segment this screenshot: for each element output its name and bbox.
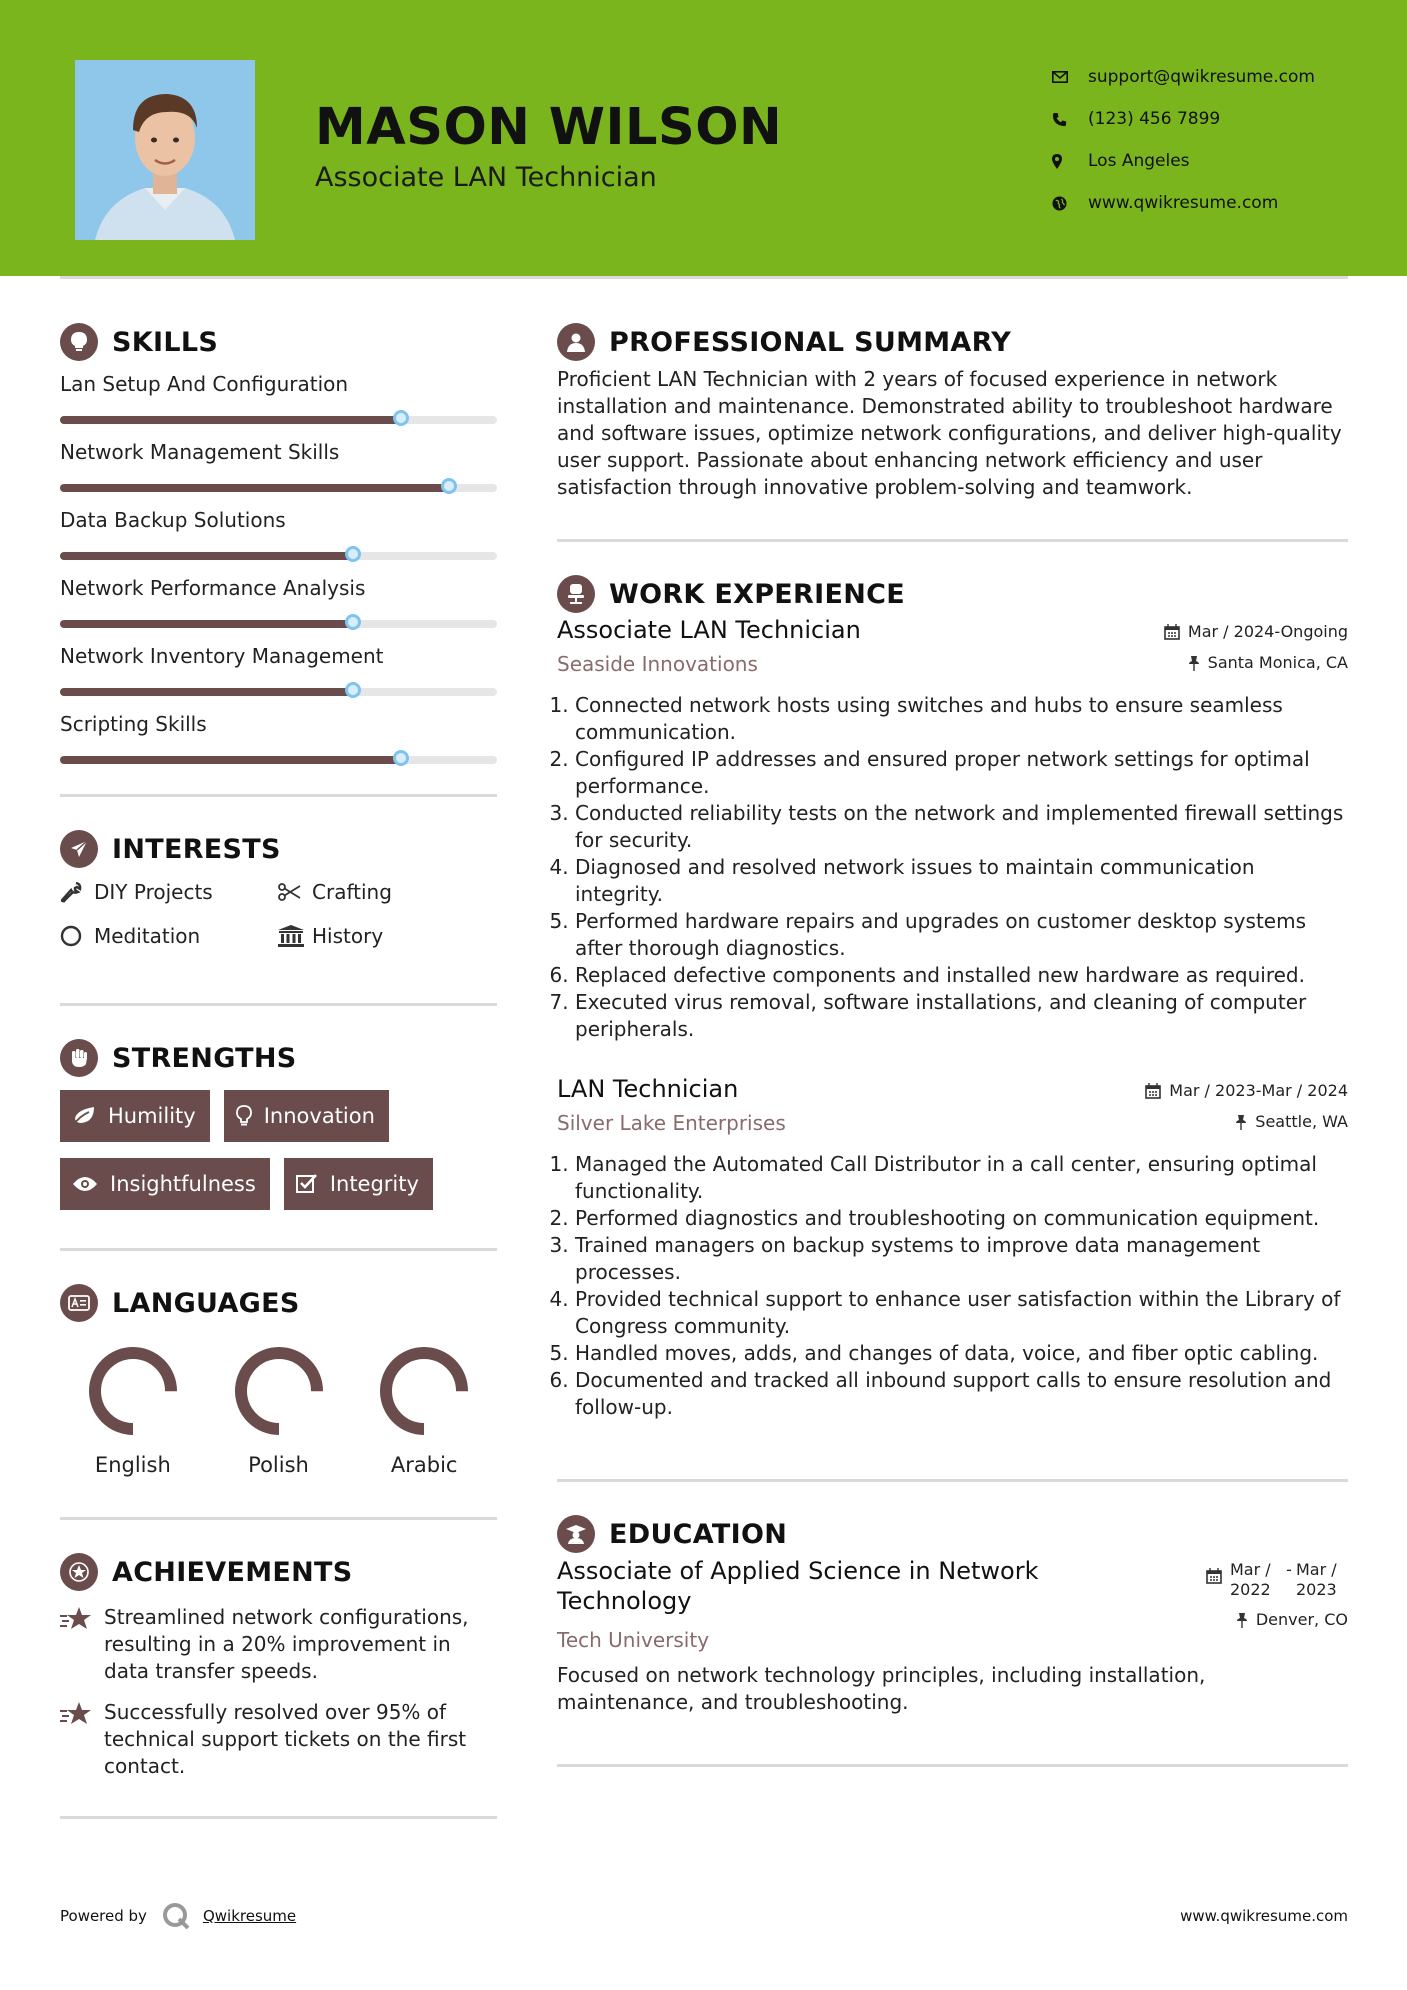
section-divider <box>60 794 497 797</box>
date-separator: - <box>1286 1560 1292 1579</box>
right-column <box>557 320 1348 1767</box>
section-divider <box>557 539 1348 542</box>
language-item <box>206 1341 352 1477</box>
interests-heading <box>60 827 497 871</box>
strengths-title: STRENGTHS <box>112 1042 297 1074</box>
leaf-icon <box>72 1106 96 1126</box>
paper-plane-icon <box>60 830 98 868</box>
candidate-name: MASON WILSON <box>315 98 783 157</box>
user-icon <box>557 323 595 361</box>
skill-bar-knob <box>441 478 457 494</box>
pushpin-icon <box>1188 655 1200 671</box>
job-bullet: 3. Conducted reliability tests on the network and implemented firewall settings for security. <box>575 800 1348 854</box>
skill-bar-fill <box>60 552 353 560</box>
skill-bar <box>60 756 497 764</box>
summary-title: PROFESSIONAL SUMMARY <box>609 326 1012 358</box>
language-ring <box>83 1341 183 1441</box>
job-entry <box>557 1075 1348 1421</box>
job-bullet: 4. Diagnosed and resolved network issues to maintain communication integrity. <box>575 854 1348 908</box>
achievements-title: ACHIEVEMENTS <box>112 1556 353 1588</box>
museum-icon <box>278 925 312 947</box>
calendar-icon <box>1164 624 1180 640</box>
job-company: Silver Lake Enterprises <box>557 1111 786 1135</box>
experience-title: WORK EXPERIENCE <box>609 578 905 610</box>
interest-item <box>60 879 278 905</box>
strength-tag <box>224 1090 389 1142</box>
strength-tag <box>284 1158 433 1210</box>
star-badge-icon <box>60 1553 98 1591</box>
contact-email-text: support@qwikresume.com <box>1088 67 1315 87</box>
summary-heading <box>557 320 1348 364</box>
job-location-text: Seattle, WA <box>1255 1112 1348 1131</box>
job-date-text: Mar / 2023-Mar / 2024 <box>1169 1081 1348 1100</box>
powered-by <box>60 1901 296 1931</box>
skill-item <box>60 372 497 424</box>
lightbulb-icon <box>60 323 98 361</box>
skill-name: Data Backup Solutions <box>60 508 286 532</box>
fist-icon <box>60 1039 98 1077</box>
job-bullet: 3. Trained managers on backup systems to improve data management processes. <box>575 1232 1348 1286</box>
job-date-text: Mar / 2024-Ongoing <box>1187 622 1348 641</box>
achievements-list <box>60 1604 497 1780</box>
contact-phone[interactable] <box>1052 98 1315 140</box>
skill-bar-fill <box>60 416 401 424</box>
pushpin-icon <box>1235 1114 1247 1130</box>
education-title: EDUCATION <box>609 1518 788 1550</box>
job-bullets <box>557 1151 1348 1421</box>
education-header <box>557 1556 1348 1652</box>
experience-heading <box>557 572 1348 616</box>
star-icon <box>60 1699 104 1780</box>
job-bullet: 6. Documented and tracked all inbound support calls to ensure resolution and follow-up. <box>575 1367 1348 1421</box>
job-title: Associate LAN Technician <box>557 616 861 644</box>
skill-bar-fill <box>60 688 353 696</box>
job-bullet: 2. Configured IP addresses and ensured proper network settings for optimal performance. <box>575 746 1348 800</box>
brand-link[interactable]: Qwikresume <box>202 1907 297 1925</box>
job-bullets <box>557 692 1348 1043</box>
education-dates <box>1206 1560 1348 1600</box>
contact-website-text: www.qwikresume.com <box>1088 193 1279 213</box>
strength-tag <box>60 1158 270 1210</box>
skills-list <box>60 372 497 764</box>
skill-bar-fill <box>60 484 449 492</box>
interest-label: Crafting <box>312 880 392 904</box>
pushpin-icon <box>1236 1612 1248 1628</box>
calendar-icon <box>1145 1083 1161 1099</box>
profile-photo <box>75 60 255 240</box>
job-date <box>1145 1081 1348 1100</box>
strength-label: Insightfulness <box>110 1172 256 1196</box>
skill-bar-knob <box>393 410 409 426</box>
summary-text: Proficient LAN Technician with 2 years of focused experience in network installation and maintenance. Demonstrated ability to troubleshoot hardware and software issues, optimize network configurations, and deliver high-quality user support. Passionate about enhancing network efficiency and user satisfaction through innovative problem-solving and teamwork. <box>557 367 1342 499</box>
section-divider <box>557 1764 1348 1767</box>
skill-bar-knob <box>345 682 361 698</box>
skill-name: Network Performance Analysis <box>60 576 366 600</box>
contact-location-text: Los Angeles <box>1088 151 1190 171</box>
section-divider <box>60 1517 497 1520</box>
scissors-icon <box>278 883 312 901</box>
job-bullet: 6. Replaced defective components and installed new hardware as required. <box>575 962 1348 989</box>
section-divider <box>60 1248 497 1251</box>
contact-location <box>1052 140 1315 182</box>
education-meta <box>1206 1556 1348 1629</box>
graduate-icon <box>557 1515 595 1553</box>
interest-label: Meditation <box>94 924 201 948</box>
language-ring <box>229 1341 329 1441</box>
section-divider <box>557 1479 1348 1482</box>
language-item <box>351 1341 497 1477</box>
header-banner <box>0 0 1407 276</box>
star-icon <box>60 1604 104 1685</box>
skill-bar <box>60 416 497 424</box>
strength-tag <box>60 1090 210 1142</box>
map-marker-icon <box>1052 151 1088 171</box>
job-bullet: 5. Handled moves, adds, and changes of data, voice, and fiber optic cabling. <box>575 1340 1348 1367</box>
globe-icon <box>1052 193 1088 213</box>
skill-item <box>60 712 497 764</box>
education-school: Tech University <box>557 1628 710 1652</box>
interests-title: INTERESTS <box>112 833 281 865</box>
header-divider <box>60 276 1348 279</box>
achievement-item <box>60 1604 497 1685</box>
job-title: LAN Technician <box>557 1075 739 1103</box>
education-heading <box>557 1512 1348 1556</box>
education-date-end: Mar / 2023 <box>1296 1560 1337 1599</box>
languages-title: LANGUAGES <box>112 1287 300 1319</box>
achievement-text: Streamlined network configurations, resulting in a 20% improvement in data transfer speeds. <box>104 1605 469 1683</box>
language-item <box>60 1341 206 1477</box>
job-bullet: 1. Managed the Automated Call Distributor in a call center, ensuring optimal functionality. <box>575 1151 1348 1205</box>
job-meta <box>1145 1075 1348 1131</box>
footer-website[interactable]: www.qwikresume.com <box>1180 1907 1348 1925</box>
circle-icon <box>60 925 94 947</box>
skill-bar <box>60 552 497 560</box>
language-ring <box>374 1341 474 1441</box>
calendar-icon <box>1206 1568 1222 1584</box>
strength-label: Innovation <box>263 1104 375 1128</box>
skill-bar <box>60 688 497 696</box>
achievement-item <box>60 1699 497 1780</box>
strength-label: Integrity <box>329 1172 419 1196</box>
job-bullet: 7. Executed virus removal, software installations, and cleaning of computer peripherals. <box>575 989 1348 1043</box>
interest-label: History <box>312 924 384 948</box>
education-date-start: Mar / 2022 <box>1230 1560 1271 1599</box>
contact-phone-text: (123) 456 7899 <box>1088 109 1221 129</box>
interest-label: DIY Projects <box>94 880 213 904</box>
skills-heading <box>60 320 497 364</box>
job-bullet: 4. Provided technical support to enhance user satisfaction within the Library of Congress community. <box>575 1286 1348 1340</box>
language-name: Arabic <box>390 1453 458 1477</box>
skills-title: SKILLS <box>112 326 219 358</box>
left-column <box>60 320 497 1819</box>
skill-bar-knob <box>345 546 361 562</box>
job-header <box>557 1075 1348 1135</box>
wrench-icon <box>60 881 94 903</box>
contact-list <box>1052 56 1315 224</box>
job-bullet: 2. Performed diagnostics and troubleshooting on communication equipment. <box>575 1205 1348 1232</box>
job-header <box>557 616 1348 676</box>
skill-bar-knob <box>345 614 361 630</box>
strength-label: Humility <box>108 1104 196 1128</box>
job-bullet: 1. Connected network hosts using switches and hubs to ensure seamless communication. <box>575 692 1348 746</box>
languages-heading <box>60 1281 497 1325</box>
achievements-heading <box>60 1550 497 1594</box>
education-location-text: Denver, CO <box>1255 1610 1348 1629</box>
skill-item <box>60 508 497 560</box>
interest-item <box>60 923 278 949</box>
checkbox-icon <box>296 1174 318 1194</box>
skill-bar-fill <box>60 756 401 764</box>
phone-icon <box>1052 109 1088 129</box>
powered-by-label: Powered by <box>60 1907 147 1925</box>
job-location <box>1164 653 1348 672</box>
education-location <box>1206 1610 1348 1629</box>
footer <box>60 1898 1348 1934</box>
job-company: Seaside Innovations <box>557 652 758 676</box>
strengths-heading <box>60 1036 497 1080</box>
eye-icon <box>72 1176 98 1192</box>
job-location <box>1145 1112 1348 1131</box>
skill-item <box>60 440 497 492</box>
contact-email[interactable] <box>1052 56 1315 98</box>
qwikresume-logo-icon <box>161 1901 191 1931</box>
interest-item <box>278 923 497 949</box>
section-divider <box>60 1816 497 1819</box>
skill-bar-knob <box>393 750 409 766</box>
education-entry <box>557 1556 1348 1716</box>
section-divider <box>60 1003 497 1006</box>
education-description: Focused on network technology principles, including installation, maintenance, and troubleshooting. <box>557 1663 1206 1714</box>
skill-bar-fill <box>60 620 353 628</box>
contact-website[interactable] <box>1052 182 1315 224</box>
language-icon <box>60 1284 98 1322</box>
candidate-title: Associate LAN Technician <box>315 162 657 193</box>
interests-list <box>60 879 497 949</box>
languages-list <box>60 1341 497 1477</box>
education-degree: Associate of Applied Science in Network Technology <box>557 1557 1039 1615</box>
skill-name: Network Inventory Management <box>60 644 384 668</box>
skill-name: Lan Setup And Configuration <box>60 372 349 396</box>
achievement-text: Successfully resolved over 95% of technical support tickets on the first contact. <box>104 1700 467 1778</box>
skill-bar <box>60 620 497 628</box>
skill-name: Network Management Skills <box>60 440 340 464</box>
interest-item <box>278 879 497 905</box>
lightbulb-icon <box>236 1105 252 1127</box>
language-name: Polish <box>248 1453 309 1477</box>
briefcase-chair-icon <box>557 575 595 613</box>
skill-item <box>60 644 497 696</box>
strengths-list <box>60 1090 497 1210</box>
job-bullet: 5. Performed hardware repairs and upgrades on customer desktop systems after thorough diagnostics. <box>575 908 1348 962</box>
job-location-text: Santa Monica, CA <box>1207 653 1348 672</box>
skill-item <box>60 576 497 628</box>
skill-name: Scripting Skills <box>60 712 207 736</box>
job-date <box>1164 622 1348 641</box>
job-meta <box>1164 616 1348 672</box>
language-name: English <box>94 1453 171 1477</box>
skill-bar <box>60 484 497 492</box>
envelope-icon <box>1052 67 1088 87</box>
job-entry <box>557 616 1348 1043</box>
